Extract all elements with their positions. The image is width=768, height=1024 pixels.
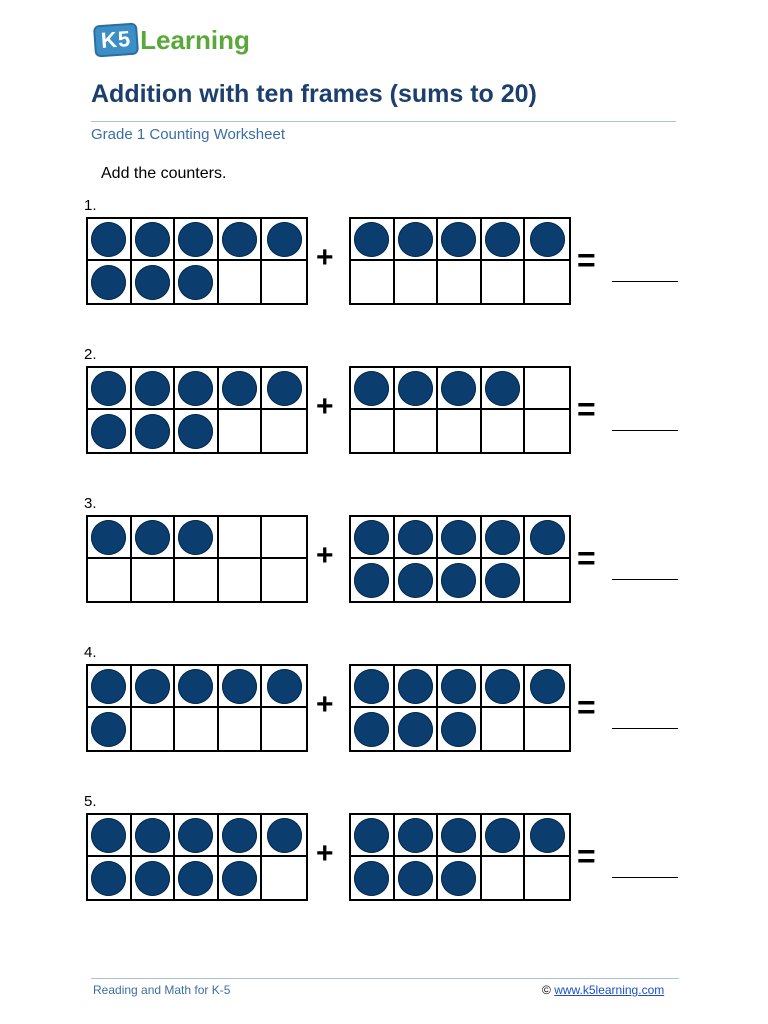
- ten-frame-cell: [438, 708, 482, 750]
- title-divider: [91, 121, 676, 122]
- counter-dot: [178, 265, 213, 300]
- ten-frame-cell: [482, 410, 526, 452]
- counter-dot: [91, 222, 126, 257]
- ten-frame-cell: [525, 666, 569, 708]
- counter-dot: [135, 669, 170, 704]
- ten-frame-cell: [132, 666, 176, 708]
- ten-frame-right: [349, 515, 571, 603]
- ten-frame-cell: [482, 517, 526, 559]
- counter-dot: [267, 669, 302, 704]
- ten-frame-cell: [482, 261, 526, 303]
- ten-frame-cell: [219, 559, 263, 601]
- ten-frame-cell: [438, 857, 482, 899]
- ten-frame-cell: [395, 857, 439, 899]
- ten-frame-cell: [88, 368, 132, 410]
- counter-dot: [135, 414, 170, 449]
- counter-dot: [485, 371, 520, 406]
- counter-dot: [354, 669, 389, 704]
- counter-dot: [398, 712, 433, 747]
- counter-dot: [354, 712, 389, 747]
- ten-frame-left: [86, 515, 308, 603]
- problem-1: [0, 197, 768, 327]
- equals-sign: =: [577, 838, 596, 874]
- ten-frame-cell: [262, 410, 306, 452]
- counter-dot: [91, 712, 126, 747]
- counter-dot: [354, 371, 389, 406]
- counter-dot: [485, 520, 520, 555]
- counter-dot: [398, 371, 433, 406]
- ten-frame-cell: [395, 261, 439, 303]
- ten-frame-cell: [482, 368, 526, 410]
- ten-frame-cell: [351, 857, 395, 899]
- counter-dot: [441, 520, 476, 555]
- ten-frame-cell: [262, 517, 306, 559]
- ten-frame-cell: [175, 261, 219, 303]
- counter-dot: [530, 669, 565, 704]
- counter-dot: [91, 265, 126, 300]
- counter-dot: [222, 669, 257, 704]
- ten-frame-right: [349, 217, 571, 305]
- counter-dot: [398, 818, 433, 853]
- counter-dot: [354, 563, 389, 598]
- counter-dot: [135, 861, 170, 896]
- ten-frame-cell: [525, 368, 569, 410]
- ten-frame-cell: [132, 410, 176, 452]
- problem-5: [0, 793, 768, 923]
- counter-dot: [485, 563, 520, 598]
- answer-blank[interactable]: [612, 877, 678, 878]
- ten-frame-cell: [351, 219, 395, 261]
- answer-blank[interactable]: [612, 281, 678, 282]
- instructions: Add the counters.: [101, 165, 227, 182]
- counter-dot: [222, 371, 257, 406]
- counter-dot: [530, 520, 565, 555]
- counter-dot: [354, 818, 389, 853]
- problem-3: [0, 495, 768, 625]
- counter-dot: [441, 712, 476, 747]
- ten-frame-cell: [132, 559, 176, 601]
- ten-frame-left: [86, 366, 308, 454]
- ten-frame-right: [349, 664, 571, 752]
- counter-dot: [91, 371, 126, 406]
- ten-frame-cell: [219, 815, 263, 857]
- copyright-symbol: ©: [542, 983, 551, 997]
- ten-frame-cell: [351, 368, 395, 410]
- problem-number: 3.: [84, 495, 97, 512]
- problem-4: [0, 644, 768, 774]
- ten-frame-cell: [351, 517, 395, 559]
- ten-frame-cell: [132, 368, 176, 410]
- answer-blank[interactable]: [612, 579, 678, 580]
- counter-dot: [485, 818, 520, 853]
- ten-frame-cell: [175, 559, 219, 601]
- ten-frame-cell: [132, 857, 176, 899]
- ten-frame-cell: [132, 815, 176, 857]
- counter-dot: [178, 669, 213, 704]
- logo-wordmark: Learning: [140, 24, 250, 55]
- ten-frame-cell: [219, 857, 263, 899]
- ten-frame-cell: [351, 708, 395, 750]
- ten-frame-cell: [88, 261, 132, 303]
- ten-frame-cell: [88, 815, 132, 857]
- ten-frame-cell: [175, 815, 219, 857]
- ten-frame-cell: [395, 815, 439, 857]
- ten-frame-cell: [438, 219, 482, 261]
- counter-dot: [91, 669, 126, 704]
- ten-frame-cell: [525, 517, 569, 559]
- equals-sign: =: [577, 689, 596, 725]
- ten-frame-cell: [219, 368, 263, 410]
- ten-frame-cell: [219, 219, 263, 261]
- counter-dot: [91, 861, 126, 896]
- ten-frame-cell: [525, 857, 569, 899]
- ten-frame-cell: [262, 857, 306, 899]
- ten-frame-left: [86, 664, 308, 752]
- answer-blank[interactable]: [612, 728, 678, 729]
- page-title: Addition with ten frames (sums to 20): [91, 80, 537, 108]
- ten-frame-cell: [88, 857, 132, 899]
- counter-dot: [222, 861, 257, 896]
- counter-dot: [398, 520, 433, 555]
- problem-number: 4.: [84, 644, 97, 661]
- ten-frame-cell: [262, 708, 306, 750]
- counter-dot: [178, 861, 213, 896]
- ten-frame-cell: [438, 368, 482, 410]
- ten-frame-cell: [132, 708, 176, 750]
- ten-frame-cell: [262, 815, 306, 857]
- ten-frame-cell: [351, 666, 395, 708]
- ten-frame-right: [349, 366, 571, 454]
- ten-frame-cell: [88, 666, 132, 708]
- counter-dot: [135, 818, 170, 853]
- ten-frame-cell: [88, 517, 132, 559]
- k5-learning-logo: [94, 22, 250, 58]
- ten-frame-cell: [525, 815, 569, 857]
- counter-dot: [398, 563, 433, 598]
- counter-dot: [441, 222, 476, 257]
- problem-2: [0, 346, 768, 476]
- logo-k5-badge: K5: [93, 22, 139, 57]
- ten-frame-cell: [395, 708, 439, 750]
- counter-dot: [530, 818, 565, 853]
- ten-frame-cell: [525, 410, 569, 452]
- plus-sign: +: [316, 241, 334, 274]
- counter-dot: [91, 520, 126, 555]
- counter-dot: [222, 818, 257, 853]
- ten-frame-cell: [482, 666, 526, 708]
- ten-frame-cell: [262, 219, 306, 261]
- ten-frame-cell: [482, 708, 526, 750]
- counter-dot: [354, 222, 389, 257]
- counter-dot: [267, 371, 302, 406]
- ten-frame-cell: [175, 708, 219, 750]
- ten-frame-cell: [395, 219, 439, 261]
- ten-frame-cell: [88, 410, 132, 452]
- ten-frame-cell: [395, 666, 439, 708]
- counter-dot: [441, 669, 476, 704]
- ten-frame-cell: [88, 559, 132, 601]
- ten-frame-cell: [175, 666, 219, 708]
- counter-dot: [485, 222, 520, 257]
- problem-number: 5.: [84, 793, 97, 810]
- counter-dot: [178, 818, 213, 853]
- counter-dot: [91, 414, 126, 449]
- plus-sign: +: [316, 539, 334, 572]
- problem-number: 2.: [84, 346, 97, 363]
- plus-sign: +: [316, 688, 334, 721]
- ten-frame-cell: [175, 857, 219, 899]
- ten-frame-cell: [525, 708, 569, 750]
- counter-dot: [178, 414, 213, 449]
- ten-frame-cell: [482, 857, 526, 899]
- ten-frame-cell: [351, 559, 395, 601]
- ten-frame-cell: [132, 219, 176, 261]
- counter-dot: [267, 818, 302, 853]
- ten-frame-cell: [438, 559, 482, 601]
- ten-frame-left: [86, 813, 308, 901]
- ten-frame-cell: [525, 219, 569, 261]
- ten-frame-cell: [395, 410, 439, 452]
- k5learning-link[interactable]: www.k5learning.com: [554, 983, 665, 997]
- footer-tagline: Reading and Math for K-5: [93, 983, 231, 997]
- counter-dot: [441, 371, 476, 406]
- ten-frame-cell: [132, 517, 176, 559]
- counter-dot: [398, 861, 433, 896]
- ten-frame-cell: [262, 261, 306, 303]
- ten-frame-cell: [395, 517, 439, 559]
- ten-frame-cell: [175, 410, 219, 452]
- counter-dot: [354, 861, 389, 896]
- ten-frame-cell: [395, 559, 439, 601]
- ten-frame-cell: [132, 261, 176, 303]
- ten-frame-cell: [219, 708, 263, 750]
- ten-frame-cell: [88, 708, 132, 750]
- counter-dot: [178, 520, 213, 555]
- counter-dot: [178, 222, 213, 257]
- ten-frame-cell: [262, 666, 306, 708]
- counter-dot: [267, 222, 302, 257]
- counter-dot: [135, 265, 170, 300]
- equals-sign: =: [577, 540, 596, 576]
- counter-dot: [135, 520, 170, 555]
- counter-dot: [398, 669, 433, 704]
- ten-frame-cell: [482, 559, 526, 601]
- ten-frame-cell: [438, 815, 482, 857]
- answer-blank[interactable]: [612, 430, 678, 431]
- counter-dot: [135, 371, 170, 406]
- ten-frame-cell: [219, 410, 263, 452]
- ten-frame-cell: [175, 517, 219, 559]
- page-subtitle: Grade 1 Counting Worksheet: [91, 126, 285, 143]
- ten-frame-cell: [351, 815, 395, 857]
- counter-dot: [398, 222, 433, 257]
- counter-dot: [485, 669, 520, 704]
- problem-number: 1.: [84, 197, 97, 214]
- ten-frame-cell: [219, 666, 263, 708]
- footer-divider: [91, 978, 679, 979]
- counter-dot: [354, 520, 389, 555]
- plus-sign: +: [316, 390, 334, 423]
- ten-frame-cell: [351, 261, 395, 303]
- ten-frame-cell: [482, 815, 526, 857]
- counter-dot: [441, 861, 476, 896]
- ten-frame-cell: [395, 368, 439, 410]
- ten-frame-cell: [219, 517, 263, 559]
- ten-frame-cell: [219, 261, 263, 303]
- ten-frame-cell: [438, 517, 482, 559]
- equals-sign: =: [577, 242, 596, 278]
- counter-dot: [135, 222, 170, 257]
- ten-frame-cell: [175, 368, 219, 410]
- counter-dot: [91, 818, 126, 853]
- ten-frame-cell: [525, 261, 569, 303]
- ten-frame-cell: [438, 666, 482, 708]
- footer-copyright: [542, 983, 664, 997]
- ten-frame-right: [349, 813, 571, 901]
- ten-frame-cell: [262, 559, 306, 601]
- ten-frame-cell: [351, 410, 395, 452]
- ten-frame-cell: [175, 219, 219, 261]
- ten-frame-left: [86, 217, 308, 305]
- counter-dot: [441, 818, 476, 853]
- equals-sign: =: [577, 391, 596, 427]
- counter-dot: [222, 222, 257, 257]
- counter-dot: [441, 563, 476, 598]
- ten-frame-cell: [525, 559, 569, 601]
- plus-sign: +: [316, 837, 334, 870]
- ten-frame-cell: [438, 261, 482, 303]
- ten-frame-cell: [262, 368, 306, 410]
- ten-frame-cell: [482, 219, 526, 261]
- ten-frame-cell: [438, 410, 482, 452]
- ten-frame-cell: [88, 219, 132, 261]
- counter-dot: [178, 371, 213, 406]
- counter-dot: [530, 222, 565, 257]
